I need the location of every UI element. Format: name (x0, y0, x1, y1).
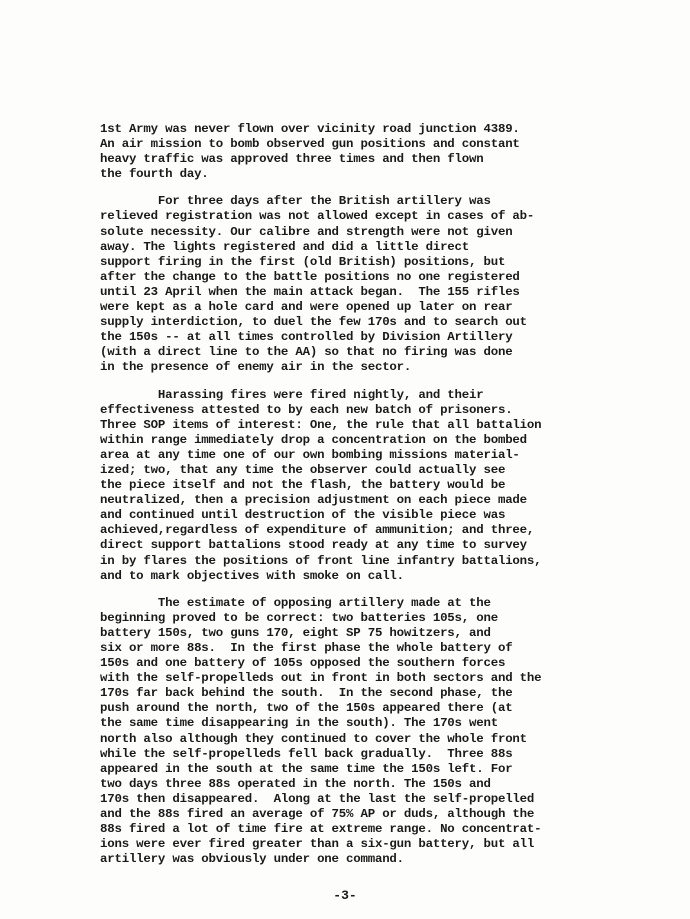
text-line: six or more 88s. In the first phase the whole battery of (100, 641, 513, 655)
text-line: heavy traffic was approved three times and then flown (100, 152, 484, 167)
text-line: push around the north, two of the 150s appeared there (at (100, 701, 513, 716)
text-line: neutralized, then a precision adjustment on each piece made (100, 493, 527, 508)
paragraph-2 (100, 194, 640, 375)
text-line: area at any time one of our own bombing missions material- (100, 447, 520, 462)
text-line: Three SOP items of interest: One, the rule that all battalion (100, 417, 542, 432)
text-line: the fourth day. (100, 167, 209, 182)
text-line: the piece itself and not the flash, the battery would be (100, 478, 506, 493)
text-line: 170s then disappeared. Along at the last the self-propelled (100, 791, 535, 806)
text-line: were kept as a hole card and were opened up later on rear (100, 300, 513, 315)
text-line: two days three 88s operated in the north. The 150s and (100, 776, 491, 791)
text-line: battery 150s, two guns 170, eight SP 75 howitzers, and (100, 625, 491, 640)
text-line: beginning proved to be correct: two batteries 105s, one (100, 610, 498, 625)
text-line: solute necessity. Our calibre and strength were not given (100, 224, 513, 239)
text-line: after the change to the battle positions no one registered (100, 269, 520, 284)
paragraph-gap (100, 182, 640, 194)
text-line: direct support battalions stood ready at any time to survey (100, 538, 527, 553)
text-line: appeared in the south at the same time the 150s left. For (100, 761, 513, 776)
text-line: away. The lights registered and did a little direct (100, 239, 470, 254)
page-number: -3- (333, 888, 357, 903)
text-line: until 23 April when the main attack began. The 155 rifles (100, 284, 520, 299)
text-line: within range immediately drop a concentration on the bombed (100, 432, 527, 447)
paragraph-4 (100, 596, 640, 868)
text-line: An air mission to bomb observed gun positions and constant (100, 137, 520, 152)
text-line: achieved,regardless of expenditure of ammunition; and three, (100, 523, 535, 538)
text-line: supply interdiction, to duel the few 170s and to search out (100, 315, 527, 330)
text-line: (with a direct line to the AA) so that no firing was done (100, 345, 513, 360)
text-line: support firing in the first (old British) positions, but (100, 254, 506, 269)
paragraph-3 (100, 388, 640, 584)
text-line: and the 88s fired an average of 75% AP or duds, although the (100, 807, 535, 822)
text-line: effectiveness attested to by each new batch of prisoners. (100, 402, 513, 417)
text-line: and to mark objectives with smoke on call. (100, 568, 404, 583)
paragraph-1 (100, 122, 640, 182)
text-line: relieved registration was not allowed except in cases of ab- (100, 209, 535, 224)
document-body (100, 122, 640, 867)
text-line: with the self-propelleds out in front in both sectors and the (100, 671, 542, 686)
paragraph-gap (100, 584, 640, 596)
text-line: Harassing fires were fired nightly, and their (100, 387, 484, 402)
text-line: and continued until destruction of the visible piece was (100, 508, 506, 523)
text-line: the same time disappearing in the south). The 170s went (100, 716, 498, 731)
paragraph-gap (100, 376, 640, 388)
text-line: ized; two, that any time the observer could actually see (100, 462, 506, 477)
text-line: artillery was obviously under one command. (100, 852, 404, 867)
text-line: in by flares the positions of front line infantry battalions, (100, 553, 542, 568)
text-line: while the self-propelleds fell back gradually. Three 88s (100, 746, 513, 761)
text-line: 88s fired a lot of time fire at extreme range. No concentrat- (100, 822, 542, 837)
text-line: 170s far back behind the south. In the second phase, the (100, 686, 513, 701)
text-line: The estimate of opposing artillery made at the (100, 595, 491, 610)
text-line: ions were ever fired greater than a six-gun battery, but all (100, 837, 535, 852)
text-line: 150s and one battery of 105s opposed the southern forces (100, 656, 506, 671)
text-line: For three days after the British artillery was (100, 194, 491, 209)
text-line: in the presence of enemy air in the sector. (100, 360, 412, 375)
text-line: north also although they continued to cover the whole front (100, 731, 527, 746)
text-line: 1st Army was never flown over vicinity road junction 4389. (100, 122, 520, 136)
text-line: the 150s -- at all times controlled by Division Artillery (100, 330, 513, 345)
